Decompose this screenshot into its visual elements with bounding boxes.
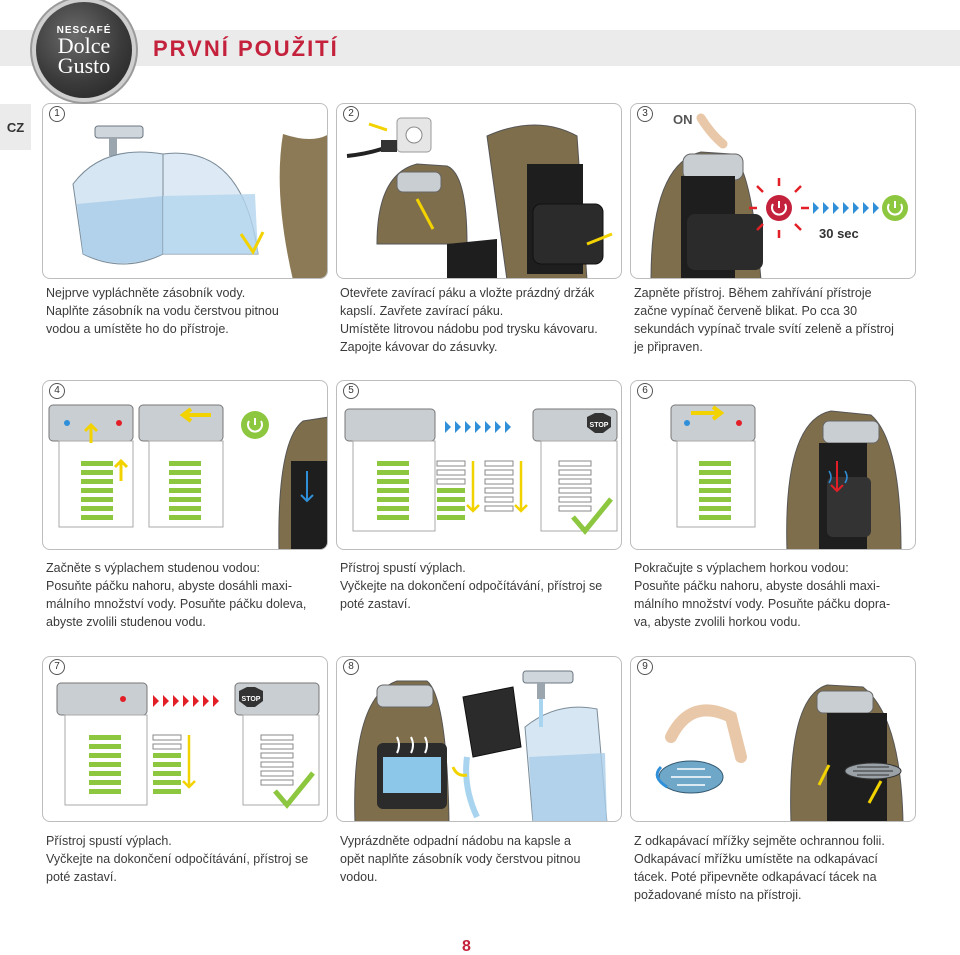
on-label: ON: [673, 112, 693, 127]
step-number: 2: [343, 106, 359, 122]
rinse-countdown-illustration: [337, 381, 622, 550]
step-8-caption: Vyprázdněte odpadní nádobu na kapsle a opět naplňte zásobník vody čerstvou pitnou vodou.: [340, 834, 581, 884]
step-9-panel: [630, 656, 916, 822]
nescafe-dolce-gusto-logo: NESCAFÉ Dolce Gusto: [36, 2, 132, 98]
step-7-panel: [42, 656, 328, 822]
step-2-panel: [336, 103, 622, 279]
header-band: [0, 30, 960, 66]
step-1-caption: Nejprve vypláchněte zásobník vody. Naplňte zásobník na vodu čerstvou pitnou vodou a umístěte ho do přístroje.: [46, 286, 279, 336]
step-number: 4: [49, 383, 65, 399]
timer-label: 30 sec: [819, 226, 859, 241]
step-6-panel: [630, 380, 916, 550]
stop-label: STOP: [241, 696, 261, 703]
step-1-panel: [42, 103, 328, 279]
empty-and-refill-illustration: [337, 657, 622, 822]
drip-tray-illustration: [631, 657, 916, 822]
language-tab: CZ: [0, 104, 31, 150]
step-3-caption: Zapněte přístroj. Během zahřívání přístroje začne vypínač červeně blikat. Po cca 30 sekundách vypínač trvale svítí zeleně a přístroj je připraven.: [634, 286, 894, 354]
step-5-panel: [336, 380, 622, 550]
step-6-caption: Pokračujte s výplachem horkou vodou: Posuňte páčku nahoru, abyste dosáhli maxi- málního množství vody. Posuňte páčku dopra- va, abyste zvolili horkou vodu.: [634, 561, 891, 629]
page-number: 8: [462, 938, 471, 955]
hot-rinse-countdown-illustration: [43, 657, 328, 822]
step-number: 5: [343, 383, 359, 399]
step-4-panel: [42, 380, 328, 550]
cold-water-lever-illustration: [43, 381, 328, 550]
step-number: 7: [49, 659, 65, 675]
step-3-panel: [630, 103, 916, 279]
water-tank-illustration: [43, 104, 328, 279]
hot-water-lever-illustration: [631, 381, 916, 550]
step-number: 6: [637, 383, 653, 399]
step-2-caption: Otevřete zavírací páku a vložte prázdný držák kapslí. Zavřete zavírací páku. Umístěte litrovou nádobu pod trysku kávovaru. Zapojte kávovar do zásuvky.: [340, 286, 598, 354]
step-8-panel: [336, 656, 622, 822]
step-7-caption: Přístroj spustí výplach. Vyčkejte na dokončení odpočítávání, přístroj se poté zastaví.: [46, 834, 309, 884]
machine-setup-illustration: [337, 104, 622, 279]
step-number: 9: [637, 659, 653, 675]
page-title: PRVNÍ POUŽITÍ: [153, 36, 339, 61]
stop-label: STOP: [589, 422, 609, 429]
step-5-caption: Přístroj spustí výplach. Vyčkejte na dokončení odpočítávání, přístroj se poté zastaví.: [340, 561, 603, 611]
step-number: 1: [49, 106, 65, 122]
step-number: 8: [343, 659, 359, 675]
step-9-caption: Z odkapávací mřížky sejměte ochrannou folii. Odkapávací mřížku umístěte na odkapávací tácek. Poté připevněte odkapávací tácek na požadované místo na přístroji.: [634, 834, 885, 902]
step-number: 3: [637, 106, 653, 122]
power-on-illustration: [631, 104, 916, 279]
step-4-caption: Začněte s výplachem studenou vodou: Posuňte páčku nahoru, abyste dosáhli maxi- málního množství vody. Posuňte páčku doleva, abyste zvolili studenou vodu.: [46, 561, 307, 629]
